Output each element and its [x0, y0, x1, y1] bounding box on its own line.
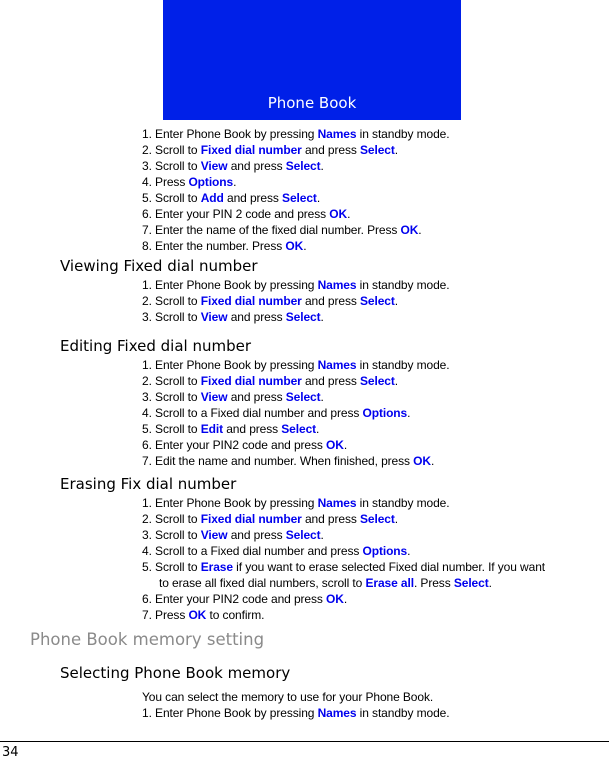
step	[142, 174, 236, 190]
step-text: and press	[301, 374, 361, 388]
keyword: OK	[326, 438, 344, 452]
step-text: .	[343, 592, 348, 606]
keyword: OK	[413, 454, 431, 468]
step	[142, 293, 398, 309]
keyword: Fixed dial number	[200, 294, 302, 308]
step-text: 4. Scroll to a Fixed dial number and press	[142, 544, 363, 558]
step-text: 1. Enter Phone Book by pressing	[142, 358, 318, 372]
keyword: Names	[317, 496, 357, 510]
section-heading-editing: Editing Fixed dial number	[60, 337, 252, 355]
keyword: Add	[200, 191, 224, 205]
step-text: .	[407, 406, 411, 420]
keyword: Names	[317, 127, 357, 141]
step-text: .	[343, 438, 348, 452]
keyword: Names	[317, 358, 357, 372]
step	[142, 373, 398, 389]
keyword: Options	[188, 175, 234, 189]
keyword: Erase	[200, 560, 233, 574]
section-title-memory: Phone Book memory setting	[30, 630, 265, 649]
step-text: 1. Enter Phone Book by pressing	[142, 278, 318, 292]
keyword: Select	[285, 390, 321, 404]
step	[142, 607, 264, 623]
step	[159, 575, 492, 591]
step-text: 5. Scroll to	[142, 422, 201, 436]
step-text: .	[488, 576, 492, 590]
step-text: .	[394, 374, 399, 388]
step-text: and press	[227, 310, 286, 324]
step	[142, 142, 398, 158]
step-text: in standby mode.	[356, 358, 450, 372]
step	[142, 357, 449, 373]
step-text: 1. Enter Phone Book by pressing	[142, 496, 318, 510]
step-text: 2. Scroll to	[142, 294, 201, 308]
keyword: Select	[285, 528, 321, 542]
keyword: Select	[453, 576, 489, 590]
keyword: Fixed dial number	[200, 512, 302, 526]
keyword: Select	[360, 374, 395, 388]
step-text: .	[394, 294, 399, 308]
step-text: 7. Press	[142, 608, 189, 622]
step	[142, 591, 347, 607]
keyword: OK	[400, 223, 419, 237]
step	[142, 190, 320, 206]
step	[142, 437, 347, 453]
step-text: 6. Enter your PIN2 code and press	[142, 438, 327, 452]
step-text: 3. Scroll to	[142, 159, 201, 173]
step-text: and press	[227, 390, 286, 404]
step-text: and press	[301, 512, 361, 526]
step-text: .	[418, 223, 422, 237]
step-text: to erase all fixed dial numbers, scroll to	[159, 576, 366, 590]
step	[142, 206, 350, 222]
step-text: .	[347, 207, 351, 221]
section-heading-erasing: Erasing Fix dial number	[60, 475, 237, 493]
step-text: 6. Enter your PIN2 code and press	[142, 592, 327, 606]
keyword: Erase all	[365, 576, 414, 590]
step	[142, 453, 434, 469]
keyword: Select	[281, 422, 317, 436]
step-text: if you want to erase selected Fixed dial number. If you want	[232, 560, 546, 574]
page-number: 34	[2, 745, 19, 760]
step-text: and press	[223, 422, 282, 436]
keyword: Select	[360, 294, 395, 308]
step-text: 3. Scroll to	[142, 528, 201, 542]
keyword: View	[200, 528, 228, 542]
step-text: 5. Scroll to	[142, 191, 201, 205]
keyword: Options	[362, 406, 408, 420]
step-text: .	[320, 159, 324, 173]
step-text: 2. Scroll to	[142, 374, 201, 388]
memory-intro: You can select the memory to use for your Phone Book.	[142, 690, 434, 704]
step	[142, 309, 324, 325]
step-text: in standby mode.	[356, 278, 450, 292]
keyword: View	[200, 310, 228, 324]
keyword: Names	[317, 278, 357, 292]
step-text: .	[394, 512, 399, 526]
keyword: OK	[188, 608, 207, 622]
step	[142, 126, 449, 142]
step-text: and press	[301, 294, 361, 308]
step-text: 7. Edit the name and number. When finished, press	[142, 454, 414, 468]
step-text: 1. Enter Phone Book by pressing	[142, 127, 318, 141]
keyword: View	[200, 159, 228, 173]
step-text: 5. Scroll to	[142, 560, 201, 574]
banner-title: Phone Book	[267, 94, 357, 112]
section-heading-memory: Selecting Phone Book memory	[60, 664, 291, 682]
step	[142, 543, 410, 559]
step-text: and press	[227, 159, 286, 173]
step	[142, 238, 306, 254]
step	[142, 559, 545, 575]
step-text: 3. Scroll to	[142, 390, 201, 404]
keyword: Select	[285, 310, 321, 324]
step-text: .	[320, 528, 324, 542]
keyword: Select	[360, 143, 395, 157]
step-text: 3. Scroll to	[142, 310, 201, 324]
step-text: .	[407, 544, 411, 558]
keyword: Edit	[200, 422, 223, 436]
keyword: Select	[282, 191, 317, 205]
step	[142, 405, 410, 421]
step-text: 8. Enter the number. Press	[142, 239, 286, 253]
step-text: to confirm.	[206, 608, 265, 622]
step-text: .	[233, 175, 237, 189]
section-heading-viewing: Viewing Fixed dial number	[60, 257, 258, 275]
keyword: Select	[360, 512, 395, 526]
step	[142, 705, 449, 721]
step	[142, 158, 324, 174]
step-text: 2. Scroll to	[142, 512, 201, 526]
keyword: OK	[326, 592, 344, 606]
keyword: OK	[285, 239, 304, 253]
step	[142, 389, 324, 405]
footer-rule	[0, 741, 609, 742]
keyword: OK	[329, 207, 348, 221]
step-text: .	[320, 310, 324, 324]
step	[142, 511, 398, 527]
phone-book-banner	[163, 0, 461, 120]
step-text: 2. Scroll to	[142, 143, 201, 157]
step-text: .	[430, 454, 435, 468]
keyword: Fixed dial number	[200, 374, 302, 388]
step-text: in standby mode.	[356, 496, 450, 510]
keyword: View	[200, 390, 228, 404]
keyword: Select	[285, 159, 321, 173]
step-text: . Press	[413, 576, 454, 590]
step-text: and press	[301, 143, 361, 157]
step-text: in standby mode.	[356, 706, 450, 720]
step-text: 4. Scroll to a Fixed dial number and press	[142, 406, 363, 420]
step	[142, 277, 449, 293]
step-text: in standby mode.	[356, 127, 450, 141]
step	[142, 421, 319, 437]
keyword: Names	[317, 706, 357, 720]
step-text: 1. Enter Phone Book by pressing	[142, 706, 318, 720]
step-text: .	[316, 422, 320, 436]
keyword: Fixed dial number	[200, 143, 302, 157]
step	[142, 495, 449, 511]
step-text: 7. Enter the name of the fixed dial number. Press	[142, 223, 401, 237]
step	[142, 222, 422, 238]
step-text: .	[320, 390, 324, 404]
step-text: .	[303, 239, 307, 253]
step-text: .	[394, 143, 399, 157]
step-text: and press	[227, 528, 286, 542]
step-text: 6. Enter your PIN 2 code and press	[142, 207, 330, 221]
step-text: 4. Press	[142, 175, 189, 189]
step-text: .	[316, 191, 321, 205]
step	[142, 527, 324, 543]
step-text: and press	[223, 191, 283, 205]
keyword: Options	[362, 544, 408, 558]
